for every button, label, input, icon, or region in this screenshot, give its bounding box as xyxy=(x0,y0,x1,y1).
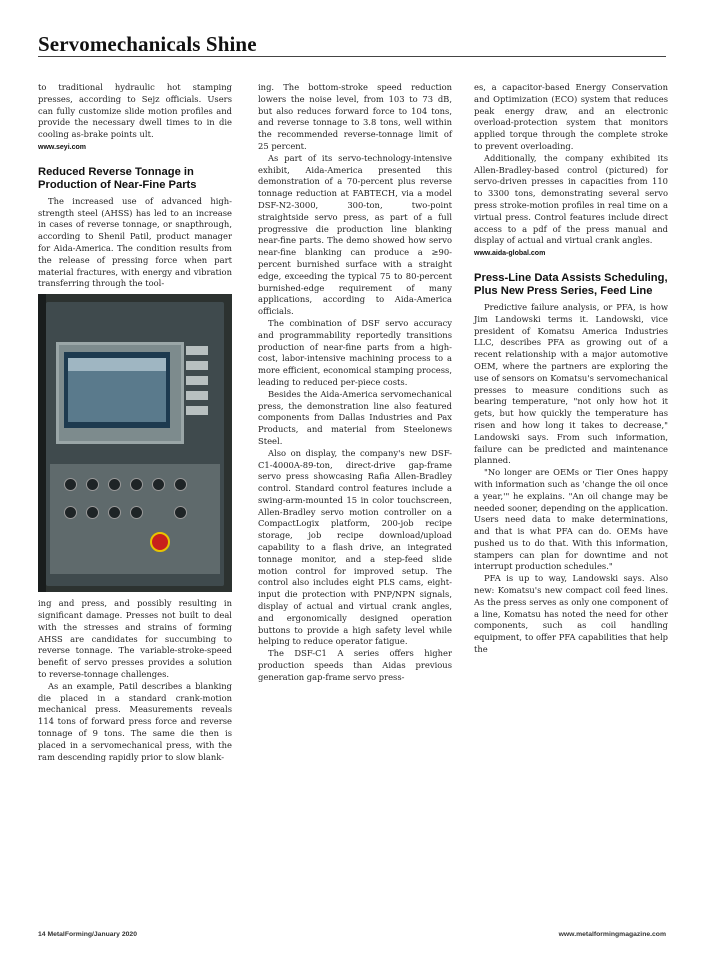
paragraph: ing and press, and possibly resulting in significant damage. Presses not built to deal with the stresses and strains of forming AHSS are candidates for succumbing to reverse tonnage. The variable-stroke-speed benefit of servo presses provides a solution to reverse-tonnage challenges. xyxy=(38,598,232,679)
column-3 xyxy=(474,82,668,656)
cable-shape xyxy=(38,294,46,592)
section-heading: Reduced Reverse Tonnage in Production of Near-Fine Parts xyxy=(38,165,197,191)
paragraph: Additionally, the company exhibited its Allen-Bradley-based control (pictured) for servo-driven presses in capacities from 110 to 3300 tons, demonstrating several servo press stroke-motion profiles in real time on a virtual press. Control features include direct access to a pdf of the press manual and display of actual and virtual crank angles. xyxy=(474,152,668,246)
touchscreen-display xyxy=(68,358,166,422)
footer-url[interactable]: www.metalformingmagazine.com xyxy=(558,931,666,938)
paragraph: The DSF-C1 A series offers higher production speeds than Aidas previous generation gap-frame servo press- xyxy=(258,648,452,682)
source-url[interactable]: www.aida-global.com xyxy=(474,250,546,258)
paragraph: Also on display, the company's new DSF-C1-4000A-89-ton, direct-drive gap-frame servo press showcasing Rafia Allen-Bradley control. Standard control features include a swing-arm-mounted 15 in color touchscreen, Allen-Bradley servo motion controller on a CompactLogix platform, 200-job recipe storage, job recipe download/upload capability to a flash drive, an integrated tonnage monitor, and a step-feed slide motion control for improved setup. The control also includes eight PLS cams, eight-input die protection with PNP/NPN signals, display of actual and virtual crank angles, and ergonomically designed operation buttons to provide a high safety level while helping to reduce operator fatigue. xyxy=(258,447,452,647)
paragraph: Predictive failure analysis, or PFA, is how Jim Landowski terms it. Landowski, vice president of Komatsu America Industries LLC, describes PFA as growing out of a recent relationship with a major automotive OEM, where the partners are exploring the use of sensors on Komatsu's servomechanical presses to measure conditions such as bearing temperature, "not only how hot it gets, but how quickly the temperature has risen and how long it takes to decrease," Landowski says. From such information, failure can be predicted and maintenance planned. xyxy=(474,301,668,466)
paragraph: The combination of DSF servo accuracy and programmability reportedly transitions production of near-fine parts from a high-cost, labor-intensive machining process to a more efficient, economical stamping process, leading to reduced per-piece costs. xyxy=(258,317,452,387)
title-rule xyxy=(38,56,666,57)
section-heading: Press-Line Data Assists Scheduling, Plus New Press Series, Feed Line xyxy=(474,271,668,297)
source-url[interactable]: www.seyi.com xyxy=(38,143,86,151)
paragraph: As part of its servo-technology-intensive exhibit, Aida-America presented this demonstration of a 70-percent plus reverse tonnage reduction at FABTECH, via a model DSF-N2-3000, 300-ton, two-point straightside servo press, as part of a full progressive die production line blanking near-fine parts. The demo showed how servo near-fine blanking can produce a ≥90-percent burnished surface with a straight edge, exceeding the typical 75 to 80-percent burnished-edge requirement of many applications, according to Aida-America officials. xyxy=(258,152,452,317)
page-title: Servomechanicals Shine xyxy=(38,32,257,56)
paragraph: Besides the Aida-America servomechanical press, the demonstration line also featured components from Dallas Industries and Pax Products, and material from Steelonews Steel. xyxy=(258,388,452,446)
paragraph: PFA is up to way, Landowski says. Also new: Komatsu's new compact coil feed lines. As the press serves as only one component of a line, Komatsu has noted the need for other components, such as coil handling equipment, to offer PFA capabilities that help the xyxy=(474,573,668,655)
paragraph: The increased use of advanced high-strength steel (AHSS) has led to an increase in cases of reverse tonnage, or snapthrough, according to Shenil Patil, product manager for Aida-America. The condition results from the release of pressing force when part material fractures, with energy and vibration transferring through the tool- xyxy=(38,195,232,289)
paragraph: "No longer are OEMs or Tier Ones happy with information such as 'change the oil once a year,'" he explains. "An oil change may be needed sooner, depending on the application. Users need data to make determinations, and that is what PFA can do. OEMs have pushed us to do that. With this information, stampers can plan for downtime and not interrupt production schedules." xyxy=(474,467,668,572)
paragraph: to traditional hydraulic hot stamping presses, according to Sejz officials. Users can fully customize slide motion profiles and provide the necessary dwell times to in die cooling as-brake points ult. xyxy=(38,82,232,140)
paragraph: As an example, Patil describes a blanking die placed in a standard crank-motion mechanical press. Measurements reveals 114 tons of forward press force and reverse tonnage of 9 tons. The same die then is placed in a servomechanical press, with the ram descending rapidly prior to slow blank- xyxy=(38,680,232,762)
paragraph: es, a capacitor-based Energy Conservation and Optimization (ECO) system that reduces peak energy draw, and an electronic overload-protection system that monitors applied torque through the complete stroke to prevent overloading. xyxy=(474,82,668,151)
side-keys xyxy=(184,346,210,436)
column-2 xyxy=(258,82,452,684)
paragraph: ing. The bottom-stroke speed reduction lowers the noise level, from 103 to 73 dB, but also reduces forward force to 104 tons, and reverse tonnage to 3.8 tons, well within the recommended reverse-tonnage limit of 25 percent. xyxy=(258,82,452,151)
press-control-photo xyxy=(38,294,232,592)
footer-folio: 14 MetalForming/January 2020 xyxy=(38,931,137,938)
column-1 xyxy=(38,82,232,763)
